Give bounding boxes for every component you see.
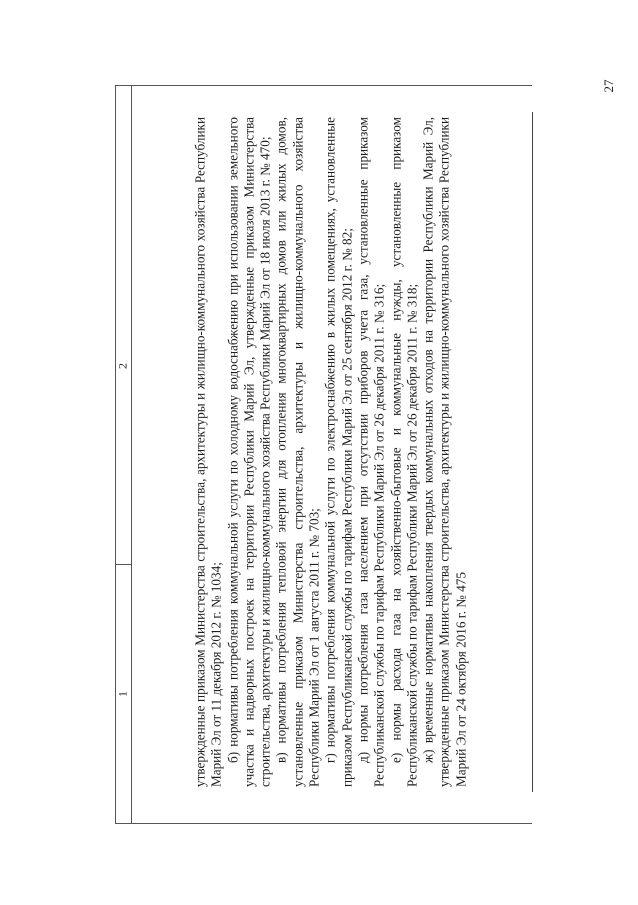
paragraph-b: б) нормативы потребления коммунальной услуги по холодному водоснабжению при использовании земельного участка и надворных построек на территории Республики Марий Эл, утвержденные приказом Министерства строительства, архитектуры и жилищно-коммунального хозяйства Республики Марий Эл от 18 июля 2013 г. № 470; bbox=[225, 117, 273, 787]
table-frame-bottom bbox=[115, 823, 532, 824]
table-column-divider bbox=[115, 564, 131, 565]
paragraph-continuation: утвержденные приказом Министерства строительства, архитектуры и жилищно-коммунального хозяйства Республики Марий Эл от 11 декабря 2012 г. № 1034; bbox=[192, 117, 224, 787]
table-frame-top bbox=[115, 85, 532, 86]
table-header-divider bbox=[131, 85, 132, 823]
page-number: 27 bbox=[601, 79, 616, 93]
paragraph-d: д) нормы потребления газа населением при отсутствии приборов учета газа, установленные приказом Республиканской службы по тарифам Республики Марий Эл от 26 декабря 2011 г. № 316; bbox=[355, 117, 387, 787]
paragraph-zh: ж) временные нормативы накопления твердых коммунальных отходов на территории Республики Марий Эл, утвержденные приказом Министерства строительства, архитектуры и жилищно-коммунального хозяйства Республики Марий Эл от 24 октября 2016 г. № 475 bbox=[420, 117, 469, 787]
table-frame-right bbox=[532, 112, 533, 792]
column-header-2: 2 bbox=[115, 363, 130, 369]
paragraph-g: г) нормативы потребления коммунальной услуги по электроснабжению в жилых помещениях, установленные приказом Республиканской службы по тарифам Республики Марий Эл от 25 сентября 2012 г. № 82; bbox=[322, 117, 355, 787]
paragraph-v: в) нормативы потребления тепловой энергии для отопления многоквартирных домов или жилых домов, установленные приказом Министерства строительства, архитектуры и жилищно-коммунального хозяйства Республики Марий Эл от 1 августа 2011 г. № 703; bbox=[273, 117, 322, 787]
paragraph-e: е) нормы расхода газа на хозяйственно-бытовые и коммунальные нужды, установленные приказом Республиканской службы по тарифам Республики Марий Эл от 26 декабря 2011 г. № 318; bbox=[388, 117, 420, 787]
table-frame-left bbox=[115, 85, 116, 823]
column-header-1: 1 bbox=[115, 691, 130, 697]
document-text bbox=[192, 117, 469, 787]
